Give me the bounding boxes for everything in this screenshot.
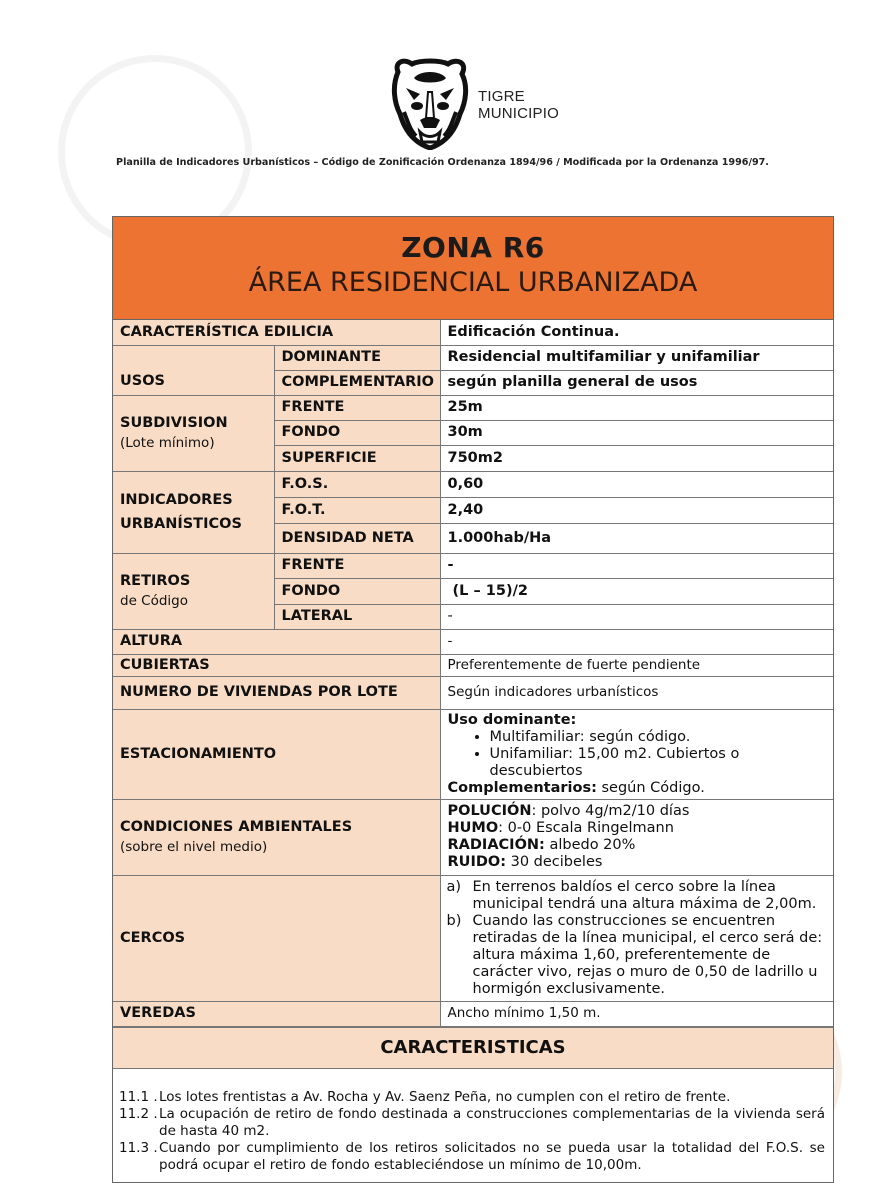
row-sublabel: DOMINANTE bbox=[274, 345, 440, 370]
row-value: Preferentemente de fuerte pendiente bbox=[440, 654, 833, 676]
environmental-details bbox=[440, 799, 833, 875]
table-row bbox=[113, 654, 833, 676]
row-value: Según indicadores urbanísticos bbox=[440, 676, 833, 709]
subdivision-sublabel: (Lote mínimo) bbox=[120, 434, 215, 451]
env-key: POLUCIÓN bbox=[447, 803, 532, 819]
note-number: 11.2 . bbox=[119, 1105, 158, 1122]
complementarios-value: según Código. bbox=[596, 779, 705, 796]
env-key: HUMO bbox=[447, 820, 499, 836]
note-text: Los lotes frentistas a Av. Rocha y Av. Saenz Peña, no cumplen con el retiro de frente. bbox=[159, 1088, 731, 1105]
item-marker: a) bbox=[446, 878, 462, 895]
retiros-label: RETIROS bbox=[120, 572, 191, 589]
caracteristicas-notes bbox=[113, 1069, 833, 1182]
note-number: 11.3 . bbox=[119, 1139, 158, 1156]
row-sublabel: FRENTE bbox=[274, 553, 440, 578]
retiros-sublabel: de Código bbox=[120, 592, 189, 609]
row-label: VEREDAS bbox=[113, 1001, 440, 1026]
group-label-indicadores: INDICADORES URBANÍSTICOS bbox=[113, 471, 274, 553]
row-label: CERCOS bbox=[113, 875, 440, 1001]
env-key: RADIACIÓN: bbox=[447, 837, 545, 853]
row-label: NUMERO DE VIVIENDAS POR LOTE bbox=[113, 676, 440, 709]
group-label-retiros bbox=[113, 553, 274, 629]
list-item bbox=[119, 1106, 825, 1140]
row-value: - bbox=[440, 553, 833, 578]
row-value: - bbox=[440, 629, 833, 654]
note-text: Cuando por cumplimiento de los retiros solicitados no se pueda usar la totalidad del F.O.S. se podrá ocupar el retiro de fondo estableciéndose un mínimo de 10,00m. bbox=[159, 1139, 825, 1173]
row-value: - bbox=[440, 604, 833, 629]
row-sublabel: FONDO bbox=[274, 420, 440, 445]
table-row bbox=[113, 629, 833, 654]
table-row bbox=[113, 553, 833, 578]
table-row bbox=[113, 395, 833, 420]
row-sublabel: F.O.S. bbox=[274, 471, 440, 497]
row-sublabel: FRENTE bbox=[274, 395, 440, 420]
row-sublabel: FONDO bbox=[274, 578, 440, 604]
group-label-usos: USOS bbox=[113, 345, 274, 395]
row-sublabel: SUPERFICIE bbox=[274, 445, 440, 471]
note-text: La ocupación de retiro de fondo destinada a construcciones complementarias de la vivienda será de hasta 40 m2. bbox=[159, 1105, 825, 1139]
table-row bbox=[113, 1001, 833, 1026]
row-value: 30m bbox=[440, 420, 833, 445]
list-item bbox=[119, 1140, 825, 1174]
complementarios-label: Complementarios: bbox=[447, 779, 597, 796]
env-value: : 0-0 Escala Ringelmann bbox=[498, 820, 674, 836]
document-subtitle: Planilla de Indicadores Urbanísticos – Código de Zonificación Ordenanza 1894/96 / Modificada por la Ordenanza 1996/97. bbox=[116, 157, 769, 168]
fence-details bbox=[440, 875, 833, 1001]
row-value: 25m bbox=[440, 395, 833, 420]
table-row bbox=[113, 799, 833, 875]
row-value: 750m2 bbox=[440, 445, 833, 471]
group-label-subdivision bbox=[113, 395, 274, 471]
zone-header bbox=[113, 217, 833, 320]
note-number: 11.1 . bbox=[119, 1088, 158, 1105]
table-row bbox=[113, 320, 833, 345]
ambientales-sublabel: (sobre el nivel medio) bbox=[120, 838, 268, 855]
zone-area-title: ÁREA RESIDENCIAL URBANIZADA bbox=[248, 267, 698, 298]
row-label: CARACTERÍSTICA EDILICIA bbox=[113, 320, 440, 345]
env-value: albedo 20% bbox=[544, 837, 636, 853]
row-sublabel: DENSIDAD NETA bbox=[274, 523, 440, 553]
logo-text bbox=[478, 88, 559, 122]
item-marker: b) bbox=[446, 912, 462, 929]
list-item bbox=[119, 1089, 825, 1106]
table-row bbox=[113, 345, 833, 370]
subdivision-label: SUBDIVISION bbox=[120, 414, 228, 431]
env-key: RUIDO: bbox=[447, 854, 506, 870]
row-label: ESTACIONAMIENTO bbox=[113, 709, 440, 799]
tiger-head-icon bbox=[390, 58, 470, 150]
zoning-sheet bbox=[112, 216, 834, 1183]
table-row bbox=[113, 471, 833, 497]
row-value: Edificación Continua. bbox=[440, 320, 833, 345]
item-text: En terrenos baldíos el cerco sobre la línea municipal tendrá una altura máxima de 2,00m. bbox=[472, 878, 817, 912]
list-item: • Unifamiliar: 15,00 m2. Cubiertos o descubiertos bbox=[490, 746, 827, 780]
indicators-table bbox=[113, 320, 833, 1027]
row-label: ALTURA bbox=[113, 629, 440, 654]
parking-details bbox=[440, 709, 833, 799]
row-sublabel: F.O.T. bbox=[274, 497, 440, 523]
row-label: CUBIERTAS bbox=[113, 654, 440, 676]
group-label-ambientales bbox=[113, 799, 440, 875]
table-row bbox=[113, 676, 833, 709]
ambientales-label: CONDICIONES AMBIENTALES bbox=[120, 818, 353, 835]
row-value: (L – 15)/2 bbox=[440, 578, 833, 604]
env-value: : polvo 4g/m2/10 días bbox=[531, 803, 690, 819]
row-sublabel: LATERAL bbox=[274, 604, 440, 629]
caracteristicas-title: CARACTERISTICAS bbox=[113, 1027, 833, 1069]
row-value: Residencial multifamiliar y unifamiliar bbox=[440, 345, 833, 370]
env-value: 30 decibeles bbox=[506, 854, 603, 870]
logo-line1: TIGRE bbox=[478, 88, 525, 105]
table-row bbox=[113, 875, 833, 1001]
uso-dominante-label: Uso dominante: bbox=[447, 711, 577, 728]
zone-title: ZONA R6 bbox=[401, 231, 545, 264]
row-value: 0,60 bbox=[440, 471, 833, 497]
item-text: Cuando las construcciones se encuentren retiradas de la línea municipal, el cerco será de: altura máxima 1,60, preferentemente de carácter vivo, rejas o muro de 0,50 de ladrillo u hormigón exclusivamente. bbox=[472, 912, 823, 997]
row-sublabel: COMPLEMENTARIO bbox=[274, 370, 440, 395]
municipio-logo bbox=[390, 58, 570, 150]
table-row bbox=[113, 709, 833, 799]
row-value: 2,40 bbox=[440, 497, 833, 523]
row-value: Ancho mínimo 1,50 m. bbox=[440, 1001, 833, 1026]
list-item: • Multifamiliar: según código. bbox=[490, 729, 827, 746]
parking-list bbox=[448, 729, 827, 780]
row-value: según planilla general de usos bbox=[440, 370, 833, 395]
logo-line2: MUNICIPIO bbox=[478, 105, 559, 122]
row-value: 1.000hab/Ha bbox=[440, 523, 833, 553]
